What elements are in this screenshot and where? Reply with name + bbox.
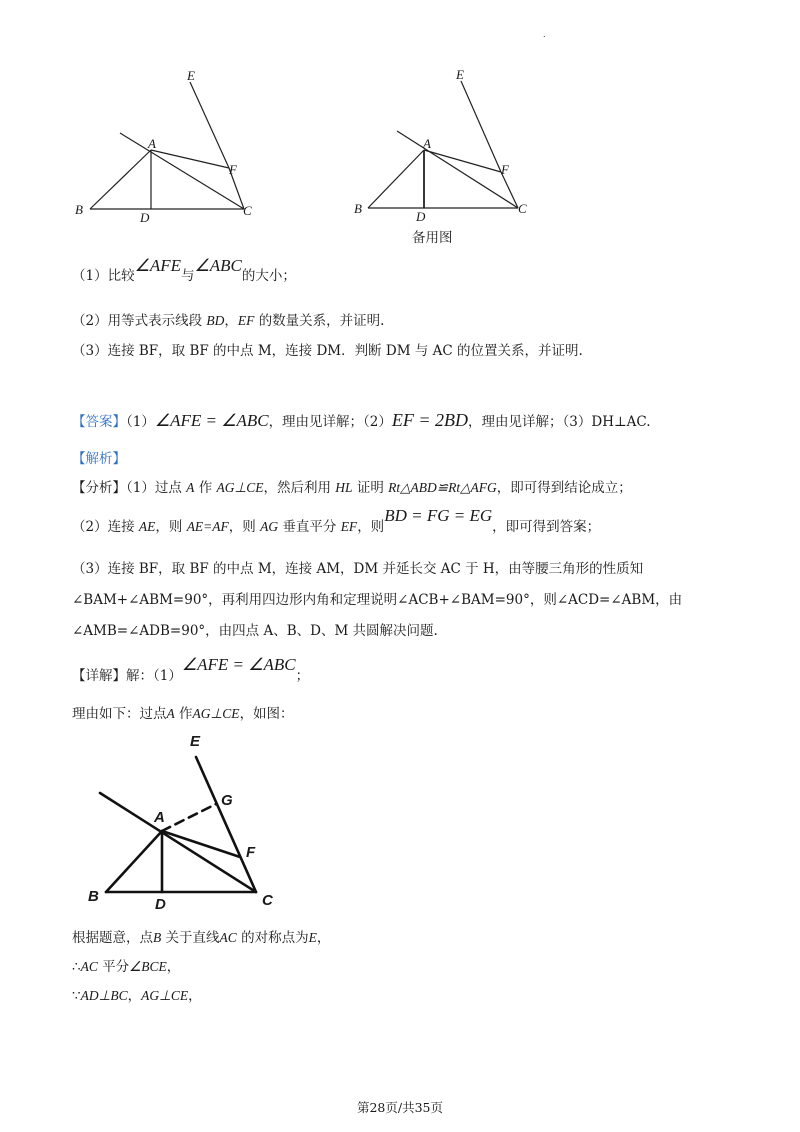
fig2-line-ext-AC	[397, 131, 518, 208]
fig1-label-F: F	[229, 162, 237, 177]
fig3-label-A: A	[154, 809, 165, 826]
fig3-label-C: C	[262, 892, 273, 909]
fig1-label-E: E	[187, 68, 195, 83]
fig3-label-B: B	[88, 888, 99, 905]
proof-line-1: 根据题意，点B 关于直线AC 的对称点为E，	[72, 930, 331, 946]
fig3-label-F: F	[246, 844, 256, 861]
fig1-line-EF	[190, 82, 229, 168]
fig3-line-BA	[106, 831, 162, 892]
answer-tag: 【答案】	[72, 414, 126, 430]
fig2-line-EF	[461, 81, 501, 172]
fig1-line-ext-AC	[120, 133, 244, 209]
fig3-label-E: E	[190, 733, 201, 750]
fig2-label-A: A	[423, 136, 431, 151]
fig2-label-D: D	[416, 209, 426, 224]
fig1-line-AF	[151, 150, 229, 168]
fig3-label-G: G	[221, 792, 233, 809]
answer-line: 【答案】（1）∠AFE = ∠ABC，理由见详解；（2）EF = 2BD，理由见详解；（3）DH⊥AC.	[72, 410, 651, 430]
question-2: （2）用等式表示线段 BD，EF 的数量关系，并证明.	[72, 313, 385, 329]
fig3-line-AF	[162, 831, 240, 857]
question-3: （3）连接 BF，取 BF 的中点 M，连接 DM．判断 DM 与 AC 的位置关系，并证明.	[72, 343, 583, 359]
proof-line-2: ∴AC 平分∠BCE，	[72, 959, 181, 975]
analysis-3-line-2: ∠BAM+∠ABM=90°，再利用四边形内角和定理说明∠ACB+∠BAM=90°，则∠ACD=∠ABM，由	[72, 592, 683, 608]
analysis-2: （2）连接 AE，则 AE=AF，则 AG 垂直平分 EF，则BD = FG = EG，即可得到答案；	[72, 506, 601, 535]
fig2-line-BA	[368, 150, 424, 208]
page-footer: 第28页/共35页	[356, 1100, 444, 1115]
analysis-3-line-1: （3）连接 BF，取 BF 的中点 M，连接 AM，DM 并延长交 AC 于 H，由等腰三角形的性质知	[72, 561, 644, 577]
fig1-label-D: D	[140, 210, 150, 225]
analysis-1: 【分析】（1）过点 A 作 AG⊥CE，然后利用 HL 证明 Rt△ABD≌Rt△AFG，即可得到结论成立；	[72, 480, 632, 496]
corner-mark: .	[543, 30, 546, 39]
fig1-label-B: B	[75, 202, 83, 217]
fig2-label-B: B	[354, 201, 362, 216]
fig1-label-A: A	[148, 136, 156, 151]
fig2-label-C: C	[518, 201, 527, 216]
fig2-label-F: F	[501, 162, 509, 177]
fig3-label-D: D	[155, 896, 166, 913]
fig1-label-C: C	[243, 203, 252, 218]
question-1: （1）比较∠AFE与∠ABC的大小；	[72, 256, 296, 284]
detail-reason: 理由如下：过点A 作AG⊥CE，如图：	[72, 706, 294, 722]
fig2-line-AF	[424, 150, 501, 172]
detail-1: 【详解】解：（1）∠AFE = ∠ABC；	[72, 655, 310, 684]
fig3-line-CE	[196, 757, 256, 892]
analysis-tag: 【解析】	[72, 451, 126, 467]
analysis-3-line-3: ∠AMB=∠ADB=90°，由四点 A、B、D、M 共圆解决问题.	[72, 623, 438, 639]
proof-line-3: ∵AD⊥BC，AG⊥CE，	[72, 988, 202, 1004]
fig3-line-AG	[162, 804, 216, 831]
fig2-caption: 备用图	[412, 230, 453, 246]
fig1-line-BA	[90, 150, 151, 209]
fig2-label-E: E	[456, 67, 464, 82]
